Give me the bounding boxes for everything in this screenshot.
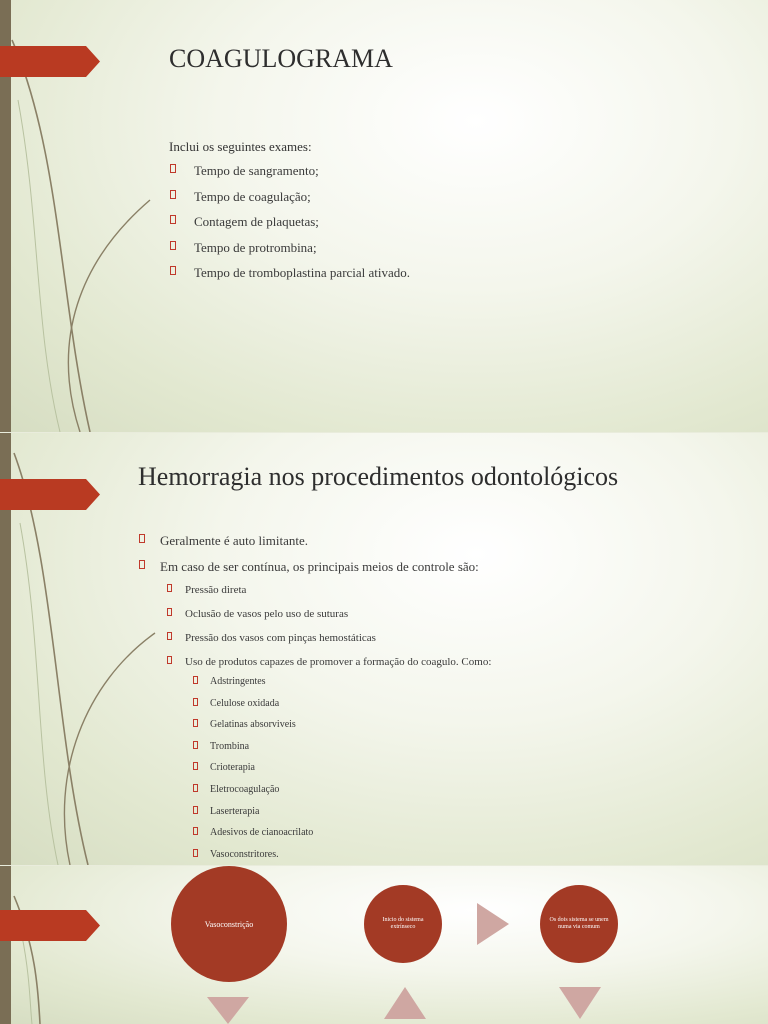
flow-node-via-comum: Os dois sistema se unem numa via comum [540, 885, 618, 963]
accent-tab [0, 46, 100, 77]
bullet-icon [167, 584, 172, 592]
list-item: Laserterapia [193, 806, 313, 828]
flow-node-vasoconstricao: Vasoconstrição [171, 866, 287, 982]
list-item: Crioterapia [193, 762, 313, 784]
bullet-icon [193, 741, 198, 749]
bullet-icon [193, 849, 198, 857]
list-item: Uso de produtos capazes de promover a formação do coagulo. Como: [167, 656, 491, 680]
slide1-title: COAGULOGRAMA [169, 44, 393, 73]
accent-tab [0, 910, 100, 941]
bullet-icon [167, 608, 172, 616]
bullet-icon [170, 266, 176, 275]
list-item: Geralmente é auto limitante. [139, 533, 479, 559]
list-item: Eletrocoagulação [193, 784, 313, 806]
bullet-icon [193, 762, 198, 770]
list-item: Contagem de plaquetas; [170, 214, 410, 240]
list-item: Trombina [193, 741, 313, 763]
list-item: Celulose oxidada [193, 698, 313, 720]
list-item: Em caso de ser contínua, os principais meios de controle são: [139, 559, 479, 585]
bullet-icon [139, 534, 145, 543]
list-item: Tempo de protrombina; [170, 240, 410, 266]
decorative-curves [0, 866, 160, 1024]
list-item: Vasoconstritores. [193, 849, 313, 871]
slide2-main-list [139, 533, 479, 585]
bullet-icon [167, 656, 172, 664]
bullet-icon [193, 827, 198, 835]
list-item: Gelatinas absorviveis [193, 719, 313, 741]
bullet-icon [170, 164, 176, 173]
list-item: Pressão direta [167, 584, 491, 608]
list-item: Adstringentes [193, 676, 313, 698]
bullet-icon [170, 190, 176, 199]
slide2-control-methods-list [167, 584, 491, 680]
list-item: Pressão dos vasos com pinças hemostáticas [167, 632, 491, 656]
list-item: Oclusão de vasos pelo uso de suturas [167, 608, 491, 632]
slide2-products-list [193, 676, 313, 870]
list-item: Tempo de sangramento; [170, 163, 410, 189]
list-item: Adesivos de cianoacrilato [193, 827, 313, 849]
list-item: Tempo de coagulação; [170, 189, 410, 215]
slide2-title: Hemorragia nos procedimentos odontológicos [138, 462, 619, 491]
slide1-exam-list [170, 163, 410, 291]
flow-node-sistema-extrinseco: Inicio do sistema extrínseco [364, 885, 442, 963]
bullet-icon [193, 806, 198, 814]
accent-tab [0, 479, 100, 510]
bullet-icon [139, 560, 145, 569]
bullet-icon [193, 698, 198, 706]
bullet-icon [170, 215, 176, 224]
bullet-icon [193, 719, 198, 727]
bullet-icon [193, 676, 198, 684]
bullet-icon [170, 241, 176, 250]
bullet-icon [167, 632, 172, 640]
list-item: Tempo de tromboplastina parcial ativado. [170, 265, 410, 291]
bullet-icon [193, 784, 198, 792]
slide1-intro: Inclui os seguintes exames: [169, 139, 312, 154]
